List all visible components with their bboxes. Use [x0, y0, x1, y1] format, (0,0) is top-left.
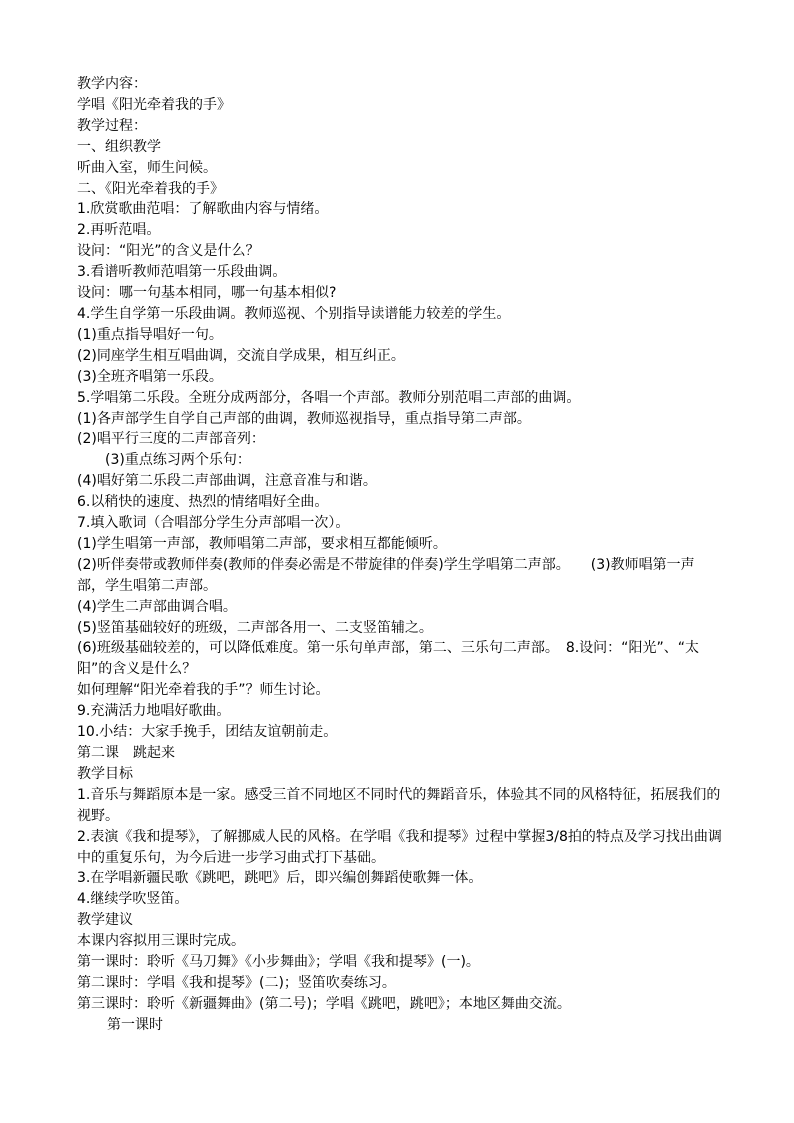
substep-4-3: (3)全班齐唱第一乐段。 — [77, 368, 223, 385]
substep-5-4: (4)唱好第二乐段二声部曲调，注意音准与和谐。 — [77, 473, 377, 490]
period-1: 第一课时：聆听《马刀舞》《小步舞曲》；学唱《我和提琴》(一)。 — [77, 954, 480, 971]
heading-first-period: 第一课时 — [107, 1016, 163, 1033]
paragraph-enter-classroom: 听曲入室，师生问候。 — [77, 159, 217, 176]
question-sunshine: 设问：“阳光”的含义是什么？ — [77, 243, 260, 260]
step-1: 1.欣赏歌曲范唱：了解歌曲内容与情绪。 — [77, 201, 329, 218]
heading-teaching-suggestions: 教学建议 — [77, 912, 133, 929]
step-2: 2.再听范唱。 — [77, 222, 161, 239]
substep-4-2: (2)同座学生相互唱曲调，交流自学成果，相互纠正。 — [77, 347, 405, 364]
goal-3: 3.在学唱新疆民歌《跳吧，跳吧》后，即兴编创舞蹈使歌舞一体。 — [77, 870, 483, 887]
step-3: 3.看谱听教师范唱第一乐段曲调。 — [77, 264, 287, 281]
heading-teaching-process: 教学过程： — [77, 117, 147, 134]
goal-4: 4.继续学吹竖笛。 — [77, 891, 189, 908]
step-4: 4.学生自学第一乐段曲调。教师巡视、个别指导读谱能力较差的学生。 — [77, 305, 511, 322]
substep-5-1: (1)各声部学生自学自己声部的曲调，教师巡视指导，重点指导第二声部。 — [77, 410, 531, 427]
goal-2: 2.表演《我和提琴》，了解挪威人民的风格。在学唱《我和提琴》过程中掌握3/8拍的特点及学习找出曲调中的重复乐句，为今后进一步学习曲式打下基础。 — [77, 828, 722, 866]
substep-7-1: (1)学生唱第一声部，教师唱第二声部，要求相互都能倾听。 — [77, 535, 447, 552]
heading-teaching-goals: 教学目标 — [77, 765, 133, 782]
heading-teaching-content: 教学内容： — [77, 76, 147, 92]
question-discussion: 如何理解“阳光牵着我的手”？师生讨论。 — [77, 682, 330, 699]
substep-4-1: (1)重点指导唱好一句。 — [77, 326, 223, 343]
section-song-title: 二、《阳光牵着我的手》 — [77, 180, 224, 197]
paragraph-three-periods: 本课内容拟用三课时完成。 — [77, 933, 245, 950]
substep-7-2-3: (2)听伴奏带或教师伴奏(教师的伴奏必需是不带旋律的伴奏)学生学唱第二声部。 (3)教师唱第一声部，学生唱第二声部。 — [77, 556, 695, 594]
goal-1: 1.音乐与舞蹈原本是一家。感受三首不同地区不同时代的舞蹈音乐，体验其不同的风格特征，拓展我们的视野。 — [77, 786, 721, 824]
lesson-topic: 学唱《阳光牵着我的手》 — [77, 96, 231, 113]
period-3: 第三课时：聆听《新疆舞曲》(第二号)；学唱《跳吧，跳吧》；本地区舞曲交流。 — [77, 995, 571, 1012]
lesson-2-title: 第二课 跳起来 — [77, 745, 175, 761]
section-organize-teaching: 一、组织教学 — [77, 138, 161, 155]
substep-7-4: (4)学生二声部曲调合唱。 — [77, 598, 237, 615]
substep-7-6-step-8: (6)班级基础较差的，可以降低难度。第一乐句单声部，第二、三乐句二声部。 8.设问：“阳光”、“太阳”的含义是什么？ — [77, 640, 699, 678]
step-6: 6.以稍快的速度、热烈的情绪唱好全曲。 — [77, 494, 329, 511]
step-5: 5.学唱第二乐段。全班分成两部分，各唱一个声部。教师分别范唱二声部的曲调。 — [77, 389, 581, 406]
step-9: 9.充满活力地唱好歌曲。 — [77, 703, 231, 720]
period-2: 第二课时：学唱《我和提琴》(二)；竖笛吹奏练习。 — [77, 974, 396, 991]
substep-5-2: (2)唱平行三度的二声部音列： — [77, 431, 265, 448]
step-10-summary: 10.小结：大家手挽手，团结友谊朝前走。 — [77, 724, 338, 741]
step-7: 7.填入歌词（合唱部分学生分声部唱一次）。 — [77, 515, 350, 532]
document-body — [77, 74, 722, 1036]
substep-5-3: (3)重点练习两个乐句： — [105, 452, 251, 469]
question-similar-lines: 设问：哪一句基本相同，哪一句基本相似? — [77, 285, 337, 302]
substep-7-5: (5)竖笛基础较好的班级，二声部各用一、二支竖笛辅之。 — [77, 619, 433, 636]
